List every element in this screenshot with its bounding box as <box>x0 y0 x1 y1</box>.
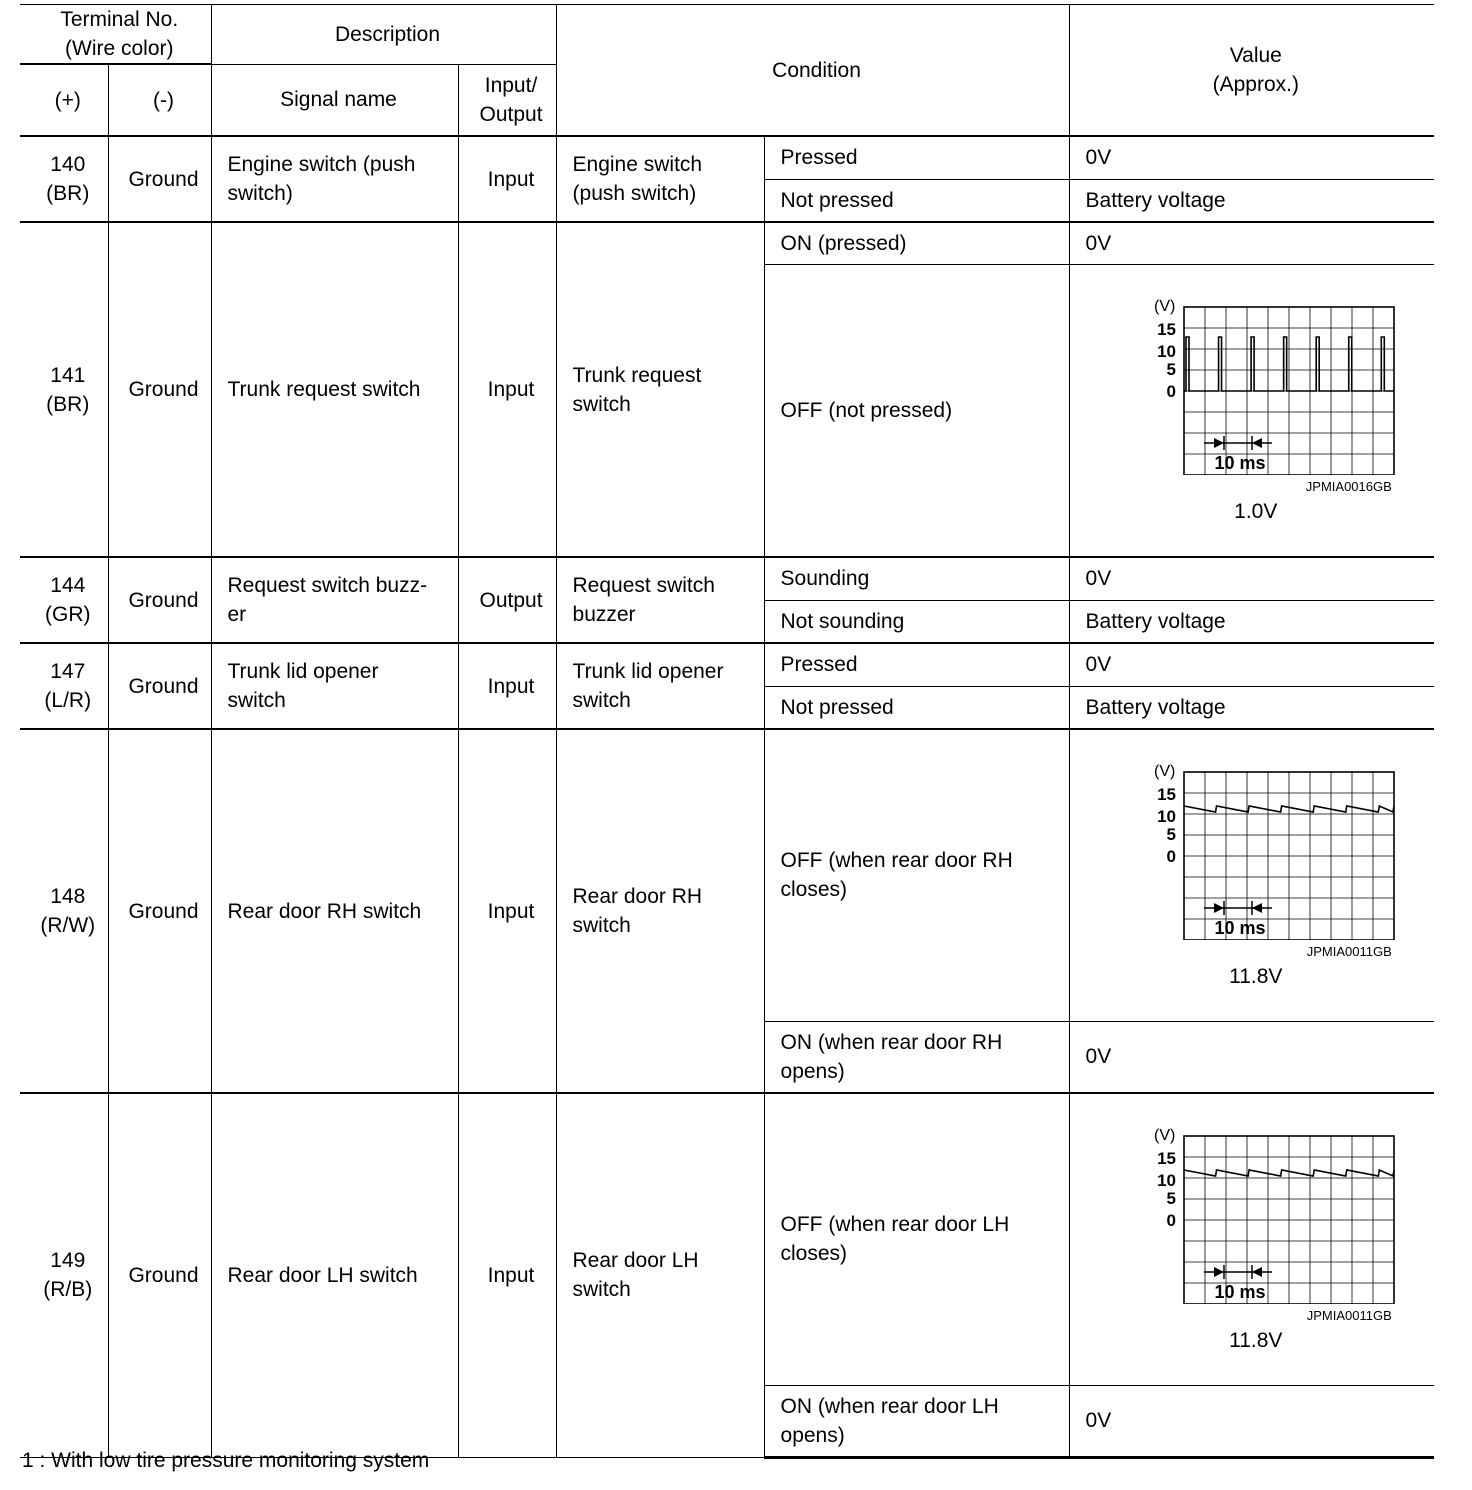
header-terminal: Terminal No. (Wire color) <box>20 5 211 65</box>
condition-state: OFF (when rear door RH closes) <box>764 729 1069 1021</box>
time-scale-label: 10 ms <box>1214 917 1266 938</box>
y-tick-label: 5 <box>1166 1188 1176 1208</box>
input-output: Input <box>458 1093 556 1457</box>
terminal-minus: Ground <box>108 136 211 222</box>
condition-state: Not sounding <box>764 600 1069 643</box>
y-axis-unit: (V) <box>1153 762 1176 780</box>
header-signal-name: Signal name <box>211 64 458 136</box>
value-cell: 0V <box>1069 1021 1434 1093</box>
signal-name: Trunk request switch <box>211 222 458 557</box>
time-scale-arrow-right <box>1252 438 1262 448</box>
terminal-minus: Ground <box>108 729 211 1093</box>
condition-state: ON (when rear door LH opens) <box>764 1385 1069 1457</box>
oscilloscope-figure <box>1106 1124 1406 1355</box>
signal-name: Rear door LH switch <box>211 1093 458 1457</box>
signal-name: Trunk lid opener switch <box>211 643 458 729</box>
signal-name: Rear door RH switch <box>211 729 458 1093</box>
oscilloscope-figure <box>1106 760 1406 991</box>
y-axis-unit: (V) <box>1153 1126 1176 1144</box>
time-scale-arrow-right <box>1252 903 1262 913</box>
input-output: Output <box>458 557 556 643</box>
header-value: Value (Approx.) <box>1069 5 1434 137</box>
y-tick-label: 0 <box>1166 1210 1176 1230</box>
value-cell: 0V <box>1069 643 1434 686</box>
header-plus: (+) <box>20 64 108 136</box>
time-scale-arrow-left <box>1214 1267 1224 1277</box>
terminal-plus: 144 (GR) <box>20 557 108 643</box>
condition-state: ON (pressed) <box>764 222 1069 264</box>
header-minus: (-) <box>108 64 211 136</box>
condition-subject: Trunk request switch <box>556 222 764 557</box>
terminal-plus: 147 (L/R) <box>20 643 108 729</box>
condition-state: Not pressed <box>764 686 1069 729</box>
time-scale-arrow-left <box>1214 903 1224 913</box>
value-cell <box>1069 264 1434 557</box>
oscilloscope-waveform <box>1106 295 1406 475</box>
y-tick-label: 15 <box>1156 784 1176 804</box>
time-scale-label: 10 ms <box>1214 1281 1266 1302</box>
input-output: Input <box>458 643 556 729</box>
input-output: Input <box>458 136 556 222</box>
input-output: Input <box>458 222 556 557</box>
value-cell: 0V <box>1069 557 1434 600</box>
figure-value: 11.8V <box>1229 1328 1283 1352</box>
y-tick-label: 5 <box>1166 359 1176 379</box>
terminal-minus: Ground <box>108 643 211 729</box>
figure-value: 1.0V <box>1234 499 1278 523</box>
terminal-plus: 140 (BR) <box>20 136 108 222</box>
y-tick-label: 15 <box>1156 1148 1176 1168</box>
value-cell: 0V <box>1069 222 1434 264</box>
y-tick-label: 10 <box>1156 806 1176 826</box>
value-cell <box>1069 1093 1434 1385</box>
terminal-plus: 149 (R/B) <box>20 1093 108 1457</box>
terminal-minus: Ground <box>108 557 211 643</box>
condition-subject: Request switch buzzer <box>556 557 764 643</box>
condition-subject: Rear door LH switch <box>556 1093 764 1457</box>
condition-state: Sounding <box>764 557 1069 600</box>
y-tick-label: 10 <box>1156 341 1176 361</box>
condition-state: Not pressed <box>764 179 1069 222</box>
y-tick-label: 0 <box>1166 381 1176 401</box>
figure-value: 11.8V <box>1229 964 1283 988</box>
footnote: 1 : With low tire pressure monitoring system <box>22 1449 430 1472</box>
figure-code: JPMIA0016GB <box>1305 478 1392 494</box>
figure-code: JPMIA0011GB <box>1306 1307 1392 1323</box>
header-description: Description <box>211 5 556 65</box>
terminal-plus: 148 (R/W) <box>20 729 108 1093</box>
signal-name: Engine switch (push switch) <box>211 136 458 222</box>
condition-state: OFF (when rear door LH closes) <box>764 1093 1069 1385</box>
value-cell: 0V <box>1069 136 1434 179</box>
value-cell: Battery voltage <box>1069 600 1434 643</box>
value-cell: Battery voltage <box>1069 686 1434 729</box>
time-scale-arrow-left <box>1214 438 1224 448</box>
condition-state: Pressed <box>764 136 1069 179</box>
y-tick-label: 15 <box>1156 319 1176 339</box>
time-scale-label: 10 ms <box>1214 452 1266 473</box>
time-scale-arrow-right <box>1252 1267 1262 1277</box>
condition-state: Pressed <box>764 643 1069 686</box>
terminal-minus: Ground <box>108 1093 211 1457</box>
oscilloscope-waveform <box>1106 760 1406 940</box>
condition-state: ON (when rear door RH opens) <box>764 1021 1069 1093</box>
oscilloscope-waveform <box>1106 1124 1406 1304</box>
y-tick-label: 10 <box>1156 1170 1176 1190</box>
signal-name: Request switch buzz- er <box>211 557 458 643</box>
input-output: Input <box>458 729 556 1093</box>
header-condition: Condition <box>556 5 1069 137</box>
y-tick-label: 0 <box>1166 846 1176 866</box>
value-cell <box>1069 729 1434 1021</box>
y-tick-label: 5 <box>1166 824 1176 844</box>
figure-code: JPMIA0011GB <box>1306 943 1392 959</box>
condition-subject: Engine switch (push switch) <box>556 136 764 222</box>
condition-subject: Rear door RH switch <box>556 729 764 1093</box>
value-cell: 0V <box>1069 1385 1434 1457</box>
y-axis-unit: (V) <box>1153 297 1176 315</box>
oscilloscope-figure <box>1106 295 1406 526</box>
condition-subject: Trunk lid opener switch <box>556 643 764 729</box>
condition-state: OFF (not pressed) <box>764 264 1069 557</box>
terminal-minus: Ground <box>108 222 211 557</box>
header-input-output: Input/ Output <box>458 64 556 136</box>
terminal-plus: 141 (BR) <box>20 222 108 557</box>
value-cell: Battery voltage <box>1069 179 1434 222</box>
terminal-spec-table <box>20 4 1434 1459</box>
